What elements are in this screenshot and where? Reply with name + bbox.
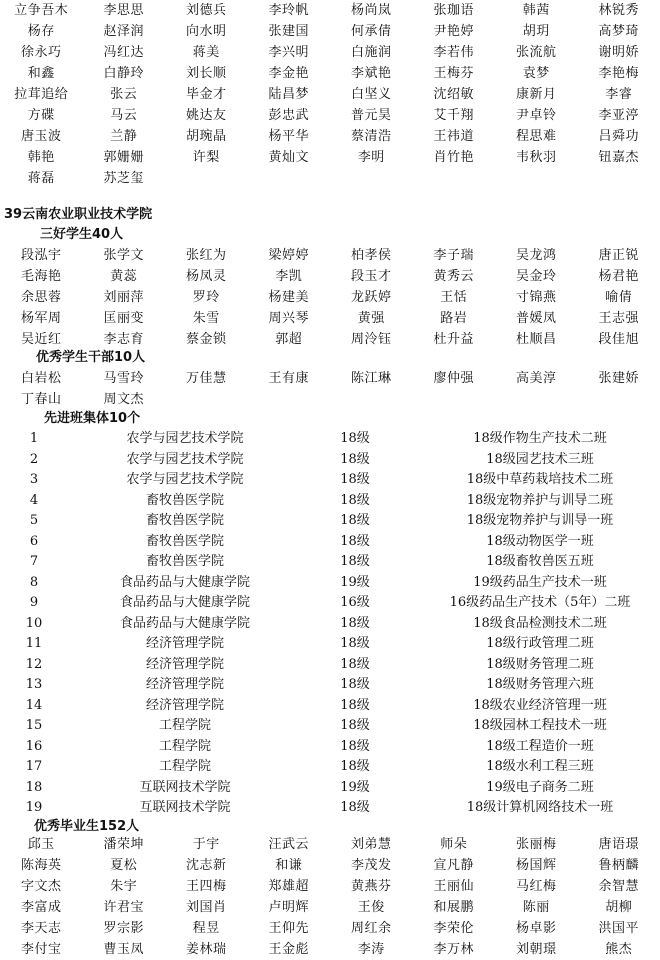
name-cell: 杨军周 xyxy=(20,310,62,326)
grade-label: 18级 xyxy=(340,800,370,815)
name-cell: 余智慧 xyxy=(598,878,639,894)
name-cell: 钮嘉杰 xyxy=(598,149,639,165)
name-row xyxy=(0,389,660,410)
grade-label: 18级 xyxy=(340,615,370,631)
name-cell: 陈江琳 xyxy=(350,370,392,386)
class-name: 18级财务管理六班 xyxy=(486,677,594,692)
college-name: 食品药品与大健康学院 xyxy=(119,595,250,610)
row-number: 8 xyxy=(29,574,39,590)
name-cell: 李玲帆 xyxy=(268,2,309,18)
grade-label: 18级 xyxy=(340,718,370,733)
grade-label: 18级 xyxy=(340,636,370,651)
name-cell: 许君宝 xyxy=(103,899,144,915)
name-cell: 张丽梅 xyxy=(515,836,557,852)
grade-label: 18级 xyxy=(340,431,370,446)
name-cell: 蔡清浩 xyxy=(350,128,392,144)
name-cell: 王丽仙 xyxy=(433,878,474,894)
college-name: 畜牧兽医学院 xyxy=(145,533,224,549)
table-row xyxy=(0,429,660,450)
table-row xyxy=(0,696,660,717)
name-cell: 邱玉 xyxy=(27,836,55,852)
row-number: 6 xyxy=(29,533,39,549)
name-cell: 郭超 xyxy=(275,331,303,347)
class-name: 18级水利工程三班 xyxy=(486,759,594,774)
name-cell: 和鑫 xyxy=(27,65,55,81)
name-cell: 杨君艳 xyxy=(598,268,639,284)
class-name: 18级行政管理二班 xyxy=(486,636,594,651)
name-row xyxy=(0,84,660,105)
class-name: 18级畜牧兽医五班 xyxy=(486,554,594,569)
name-cell: 吴龙鸿 xyxy=(515,247,557,263)
name-cell: 蔡金锁 xyxy=(185,331,227,347)
name-cell: 拉茸追给 xyxy=(14,86,69,102)
name-cell: 周兴琴 xyxy=(268,310,309,326)
name-cell: 唐语璟 xyxy=(598,836,639,852)
name-row xyxy=(0,939,660,960)
table-row xyxy=(0,532,660,553)
name-cell: 李艳梅 xyxy=(598,65,639,81)
name-cell: 匡丽变 xyxy=(103,310,144,326)
name-cell: 李天志 xyxy=(20,920,62,936)
name-grid-top xyxy=(0,0,660,189)
row-number: 15 xyxy=(25,718,43,733)
name-grid-biye xyxy=(0,834,660,960)
name-cell: 路岩 xyxy=(440,310,468,326)
row-number: 17 xyxy=(25,759,43,774)
name-cell: 胡玥 xyxy=(522,23,550,39)
name-cell: 杨凤灵 xyxy=(185,268,227,284)
grade-label: 18级 xyxy=(340,533,370,549)
name-row xyxy=(0,855,660,876)
name-cell: 李睿 xyxy=(605,86,633,102)
grade-label: 18级 xyxy=(340,513,370,528)
college-name: 畜牧兽医学院 xyxy=(145,513,224,528)
name-cell: 高梦琦 xyxy=(598,23,639,39)
row-number: 14 xyxy=(25,697,43,713)
name-cell: 徐永巧 xyxy=(20,44,62,60)
name-cell: 张流航 xyxy=(515,44,557,60)
name-row xyxy=(0,287,660,308)
name-cell: 王仰先 xyxy=(268,920,309,936)
name-cell: 罗玲 xyxy=(192,289,220,305)
name-cell: 何承倩 xyxy=(350,23,392,39)
name-cell: 黄秀云 xyxy=(433,268,474,284)
table-row xyxy=(0,634,660,655)
row-number: 11 xyxy=(25,636,43,651)
name-cell: 卢明辉 xyxy=(268,899,309,915)
row-number: 4 xyxy=(29,492,39,508)
name-cell: 胡柳 xyxy=(605,899,633,915)
college-name: 畜牧兽医学院 xyxy=(145,492,224,508)
table-row xyxy=(0,655,660,676)
table-row xyxy=(0,593,660,614)
row-number: 3 xyxy=(29,472,39,487)
name-cell: 段佳旭 xyxy=(598,331,639,347)
name-row xyxy=(0,0,660,21)
grade-label: 18级 xyxy=(340,697,370,713)
row-number: 2 xyxy=(29,451,39,467)
school-title: 39云南农业职业技术学院 xyxy=(4,207,153,222)
name-cell: 马红梅 xyxy=(515,878,557,894)
name-cell: 马雪玲 xyxy=(103,370,144,386)
name-row xyxy=(0,42,660,63)
college-name: 经济管理学院 xyxy=(145,636,224,651)
name-cell: 刘朝璟 xyxy=(515,941,557,957)
class-name: 18级作物生产技术二班 xyxy=(473,431,607,446)
name-row xyxy=(0,918,660,939)
class-name: 18级园林工程技术一班 xyxy=(473,718,607,733)
name-cell: 王四梅 xyxy=(185,878,227,894)
name-cell: 白岩松 xyxy=(20,370,62,386)
name-cell: 杨卓影 xyxy=(515,920,557,936)
name-cell: 王金彪 xyxy=(268,941,309,957)
name-cell: 寸锦燕 xyxy=(515,289,557,305)
college-name: 农学与园艺技术学院 xyxy=(126,431,244,446)
class-name: 18级计算机网络技术一班 xyxy=(466,800,614,815)
name-cell: 李茂发 xyxy=(350,857,392,873)
name-cell: 张红为 xyxy=(185,247,227,263)
name-cell: 李若伟 xyxy=(433,44,474,60)
name-cell: 黄燕芬 xyxy=(350,878,392,894)
name-cell: 黄蕊 xyxy=(110,268,138,284)
name-cell: 吴近红 xyxy=(20,331,62,347)
college-name: 畜牧兽医学院 xyxy=(145,554,224,569)
table-row xyxy=(0,614,660,635)
name-cell: 朱雪 xyxy=(192,310,220,326)
table-row xyxy=(0,757,660,778)
name-cell: 李明 xyxy=(357,149,385,165)
college-name: 食品药品与大健康学院 xyxy=(119,574,250,590)
table-row xyxy=(0,552,660,573)
name-cell: 刘国肖 xyxy=(185,899,227,915)
college-name: 经济管理学院 xyxy=(145,697,224,713)
name-cell: 杨存 xyxy=(27,23,55,39)
college-name: 工程学院 xyxy=(158,759,211,774)
name-cell: 罗宗影 xyxy=(103,920,144,936)
name-cell: 谢明娇 xyxy=(598,44,639,60)
name-cell: 王志强 xyxy=(598,310,639,326)
table-row xyxy=(0,675,660,696)
name-cell: 李亚渟 xyxy=(598,107,639,123)
name-row xyxy=(0,834,660,855)
name-cell: 李涛 xyxy=(357,941,385,957)
name-cell: 方碟 xyxy=(27,107,55,123)
class-name: 16级药品生产技术（5年）二班 xyxy=(449,595,631,610)
name-cell: 向水明 xyxy=(185,23,227,39)
table-row xyxy=(0,511,660,532)
name-cell: 李荣伦 xyxy=(433,920,474,936)
name-cell: 王梅芬 xyxy=(433,65,474,81)
name-cell: 张建国 xyxy=(268,23,309,39)
name-cell: 韩艳 xyxy=(27,149,55,165)
name-cell: 刘弟慧 xyxy=(350,836,392,852)
name-cell: 刘丽萍 xyxy=(103,289,144,305)
name-cell: 白坚义 xyxy=(350,86,392,102)
name-cell: 白施润 xyxy=(350,44,392,60)
grade-label: 18级 xyxy=(340,554,370,569)
name-cell: 吴金玲 xyxy=(515,268,557,284)
grade-label: 18级 xyxy=(340,759,370,774)
name-cell: 普媛凤 xyxy=(515,310,557,326)
class-name: 18级园艺技术三班 xyxy=(486,451,594,467)
row-number: 5 xyxy=(29,513,39,528)
name-cell: 郑雄超 xyxy=(268,878,309,894)
name-cell: 唐正锐 xyxy=(598,247,639,263)
name-cell: 梁婷婷 xyxy=(268,247,309,263)
name-cell: 艾千翔 xyxy=(433,107,474,123)
name-cell: 沈志新 xyxy=(185,857,227,873)
class-name: 18级财务管理二班 xyxy=(486,656,594,672)
name-cell: 周泠钰 xyxy=(350,331,392,347)
name-row xyxy=(0,266,660,287)
name-cell: 蒋磊 xyxy=(27,170,55,186)
name-cell: 万佳慧 xyxy=(185,370,227,386)
name-cell: 洪国平 xyxy=(598,920,639,936)
name-cell: 康新月 xyxy=(515,86,557,102)
name-cell: 柏孝侯 xyxy=(350,247,392,263)
table-row xyxy=(0,716,660,737)
name-cell: 张珈语 xyxy=(433,2,474,18)
name-cell: 郭姗姗 xyxy=(103,149,144,165)
grade-label: 16级 xyxy=(340,595,370,610)
name-cell: 师朵 xyxy=(440,836,468,852)
name-cell: 张建娇 xyxy=(598,370,639,386)
name-row xyxy=(0,245,660,266)
name-cell: 马云 xyxy=(110,107,138,123)
row-number: 10 xyxy=(25,615,43,631)
class-name: 19级药品生产技术一班 xyxy=(473,574,607,590)
name-cell: 杜顺昌 xyxy=(515,331,557,347)
name-cell: 李富成 xyxy=(20,899,62,915)
table-row xyxy=(0,573,660,594)
name-row xyxy=(0,876,660,897)
class-name: 18级宠物养护与训导一班 xyxy=(466,513,614,528)
name-cell: 李凯 xyxy=(275,268,303,284)
name-cell: 段玉才 xyxy=(350,268,392,284)
name-cell: 张学文 xyxy=(103,247,144,263)
name-cell: 喻倩 xyxy=(605,289,633,305)
college-name: 工程学院 xyxy=(158,718,211,733)
row-number: 16 xyxy=(25,738,43,754)
name-cell: 毕金才 xyxy=(185,86,227,102)
name-cell: 彭忠武 xyxy=(268,107,309,123)
college-name: 工程学院 xyxy=(158,738,211,754)
banji-table xyxy=(0,429,660,819)
name-cell: 王俊 xyxy=(357,899,385,915)
banji-heading: 先进班集体10个 xyxy=(44,411,141,426)
name-cell: 杨建美 xyxy=(268,289,309,305)
grade-label: 18级 xyxy=(340,677,370,692)
name-cell: 陈丽 xyxy=(522,899,550,915)
name-cell: 普元昊 xyxy=(350,107,392,123)
college-name: 互联网技术学院 xyxy=(139,800,231,815)
biye-heading: 优秀毕业生152人 xyxy=(34,819,140,834)
class-name: 18级食品检测技术二班 xyxy=(473,615,607,631)
name-cell: 毛海艳 xyxy=(20,268,62,284)
name-row xyxy=(0,126,660,147)
name-cell: 程思难 xyxy=(515,128,557,144)
name-cell: 于宇 xyxy=(192,836,220,852)
name-cell: 黄强 xyxy=(357,310,385,326)
row-number: 7 xyxy=(29,554,39,569)
grade-label: 19级 xyxy=(340,574,370,590)
grade-label: 18级 xyxy=(340,738,370,754)
name-row xyxy=(0,897,660,918)
class-name: 18级宠物养护与训导二班 xyxy=(466,492,614,508)
name-cell: 兰静 xyxy=(110,128,138,144)
name-cell: 刘德兵 xyxy=(185,2,227,18)
table-row xyxy=(0,798,660,819)
name-cell: 许梨 xyxy=(192,149,220,165)
class-name: 18级中草药栽培技术二班 xyxy=(466,472,614,487)
name-cell: 王恬 xyxy=(440,289,468,305)
college-name: 农学与园艺技术学院 xyxy=(126,472,244,487)
row-number: 1 xyxy=(29,431,39,446)
table-row xyxy=(0,737,660,758)
name-cell: 字文杰 xyxy=(20,878,62,894)
college-name: 食品药品与大健康学院 xyxy=(119,615,250,631)
name-cell: 鲁柄麟 xyxy=(598,857,639,873)
row-number: 18 xyxy=(25,779,43,795)
name-cell: 杨尚岚 xyxy=(350,2,392,18)
name-cell: 李兴明 xyxy=(268,44,309,60)
table-row xyxy=(0,491,660,512)
name-cell: 赵泽润 xyxy=(103,23,144,39)
name-cell: 蒋美 xyxy=(192,44,220,60)
name-cell: 李思思 xyxy=(103,2,144,18)
name-cell: 尹卓铃 xyxy=(515,107,557,123)
name-cell: 和谦 xyxy=(275,857,303,873)
name-cell: 白静玲 xyxy=(103,65,144,81)
name-row xyxy=(0,329,660,350)
name-cell: 冯红达 xyxy=(103,44,144,60)
name-cell: 陈海英 xyxy=(20,857,62,873)
name-row xyxy=(0,308,660,329)
row-number: 12 xyxy=(25,656,43,672)
name-cell: 胡琬晶 xyxy=(185,128,227,144)
grade-label: 19级 xyxy=(340,779,370,795)
class-name: 18级工程造价一班 xyxy=(486,738,594,754)
name-cell: 曹玉凤 xyxy=(103,941,144,957)
class-name: 18级农业经济管理一班 xyxy=(473,697,607,713)
name-cell: 和展鹏 xyxy=(433,899,474,915)
name-cell: 韩茜 xyxy=(522,2,550,18)
name-cell: 杜升益 xyxy=(433,331,474,347)
name-cell: 高美淳 xyxy=(515,370,557,386)
name-cell: 吕舜功 xyxy=(598,128,639,144)
class-name: 18级动物医学一班 xyxy=(486,533,594,549)
name-cell: 朱宇 xyxy=(110,878,138,894)
name-cell: 熊杰 xyxy=(605,941,633,957)
name-row xyxy=(0,368,660,389)
name-cell: 黄灿文 xyxy=(268,149,309,165)
name-cell: 潘荣坤 xyxy=(103,836,144,852)
name-cell: 汪武云 xyxy=(268,836,309,852)
name-cell: 李万林 xyxy=(433,941,474,957)
name-grid-ganbu xyxy=(0,368,660,410)
name-cell: 袁梦 xyxy=(522,65,550,81)
name-cell: 林锐秀 xyxy=(598,2,639,18)
name-cell: 程昱 xyxy=(192,920,220,936)
row-number: 9 xyxy=(29,595,39,610)
grade-label: 18级 xyxy=(340,472,370,487)
ganbu-heading: 优秀学生干部10人 xyxy=(36,350,146,365)
name-cell: 苏芝玺 xyxy=(103,170,144,186)
table-row xyxy=(0,450,660,471)
name-cell: 肖竹艳 xyxy=(433,149,474,165)
name-row xyxy=(0,168,660,189)
name-cell: 段泓宇 xyxy=(20,247,62,263)
name-grid-sanhao xyxy=(0,245,660,350)
name-cell: 陆昌梦 xyxy=(268,86,309,102)
name-row xyxy=(0,21,660,42)
name-cell: 张云 xyxy=(110,86,138,102)
college-name: 农学与园艺技术学院 xyxy=(126,451,244,467)
name-cell: 周红余 xyxy=(350,920,392,936)
name-cell: 李斌艳 xyxy=(350,65,392,81)
name-cell: 余思蓉 xyxy=(20,289,62,305)
college-name: 经济管理学院 xyxy=(145,677,224,692)
college-name: 经济管理学院 xyxy=(145,656,224,672)
college-name: 互联网技术学院 xyxy=(139,779,231,795)
name-cell: 龙跃婷 xyxy=(350,289,392,305)
name-cell: 王祎道 xyxy=(433,128,474,144)
name-cell: 杨平华 xyxy=(268,128,309,144)
name-cell: 立争吾木 xyxy=(14,2,69,18)
name-cell: 李子瑞 xyxy=(433,247,474,263)
name-cell: 李志育 xyxy=(103,331,144,347)
class-name: 19级电子商务二班 xyxy=(486,779,594,795)
name-cell: 唐玉波 xyxy=(20,128,62,144)
name-cell: 尹艳婷 xyxy=(433,23,474,39)
grade-label: 18级 xyxy=(340,656,370,672)
name-cell: 廖仲强 xyxy=(433,370,474,386)
table-row xyxy=(0,470,660,491)
name-cell: 宣凡静 xyxy=(433,857,474,873)
name-cell: 周文杰 xyxy=(103,391,144,407)
name-cell: 丁春山 xyxy=(20,391,62,407)
name-cell: 李金艳 xyxy=(268,65,309,81)
grade-label: 18级 xyxy=(340,492,370,508)
name-row xyxy=(0,63,660,84)
name-cell: 韦秋羽 xyxy=(515,149,557,165)
row-number: 13 xyxy=(25,677,43,692)
name-cell: 姜林瑞 xyxy=(185,941,227,957)
name-cell: 李付宝 xyxy=(20,941,62,957)
name-cell: 姚达友 xyxy=(185,107,227,123)
row-number: 19 xyxy=(25,800,43,815)
name-cell: 刘长顺 xyxy=(185,65,227,81)
sanhao-heading: 三好学生40人 xyxy=(40,227,124,242)
name-row xyxy=(0,147,660,168)
name-cell: 沈绍敏 xyxy=(433,86,474,102)
grade-label: 18级 xyxy=(340,451,370,467)
table-row xyxy=(0,778,660,799)
name-cell: 王有康 xyxy=(268,370,309,386)
name-cell: 杨国辉 xyxy=(515,857,557,873)
name-row xyxy=(0,105,660,126)
name-cell: 夏松 xyxy=(110,857,138,873)
